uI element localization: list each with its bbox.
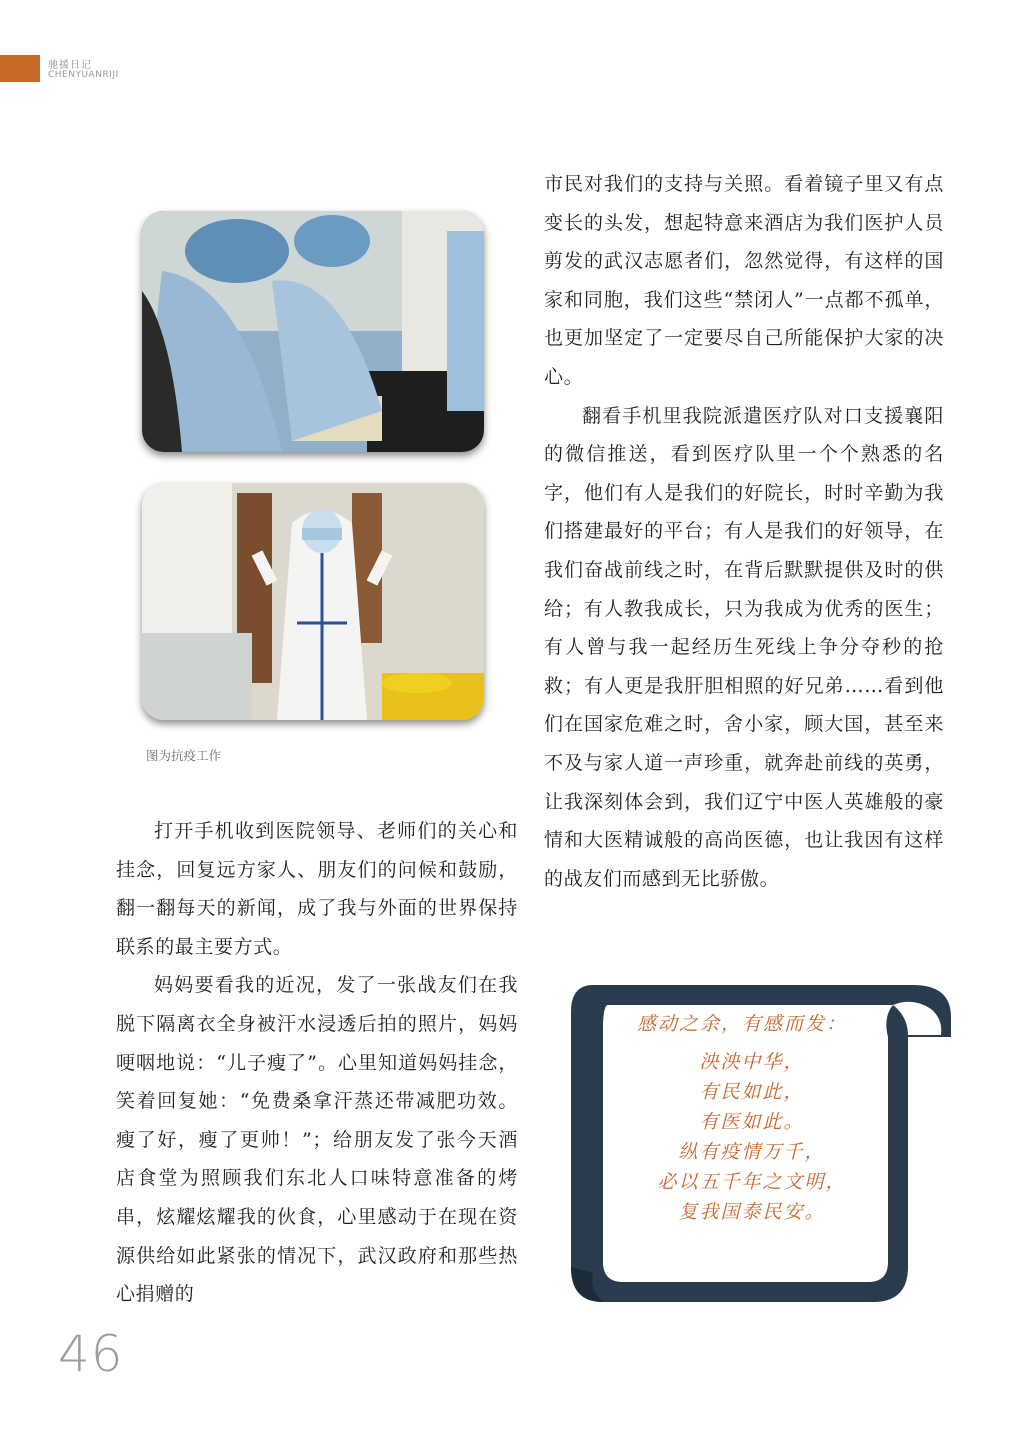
- paragraph: 翻看手机里我院派遣医疗队对口支援襄阳的微信推送，看到医疗队里一个个熟悉的名字，他们有人是我们的好院长，时时辛勤为我们搭建最好的平台；有人是我们的好领导，在我们奋战前线之时，在背后默默提供及时的供给；有人教我成长，只为我成为优秀的医生；有人曾与我一起经历生死线上争分夺秒的抢救；有人更是我肝胆相照的好兄弟……看到他们在国家危难之时，舍小家，顾大国，甚至来不及与家人道一声珍重，就奔赴前线的英勇，让我深刻体会到，我们辽宁中医人英雄般的豪情和大医精诚般的高尚医德，也让我因有这样的战友们而感到无比骄傲。: [544, 404, 944, 890]
- poem-text: [607, 1009, 897, 1227]
- poem-scroll: [563, 977, 951, 1307]
- section-subtitle: CHENYUANRIJI: [48, 70, 119, 80]
- photo-caption: 图为抗疫工作: [146, 748, 222, 763]
- header-accent-bar: [0, 55, 40, 82]
- article-body-right: [544, 165, 944, 898]
- poem-line: 纵有疫情万千，: [678, 1141, 826, 1163]
- poem-line: 复我国泰民安。: [678, 1201, 826, 1223]
- poem-heading: 感动之余，有感而发：: [637, 1013, 848, 1035]
- section-title: 驰援日记: [48, 60, 92, 71]
- photo-medical-staff-working: [142, 211, 484, 452]
- poem-line: 泱泱中华，: [699, 1051, 805, 1073]
- page-number: 46: [58, 1325, 124, 1383]
- article-body-left: [116, 812, 518, 1314]
- paragraph: 打开手机收到医院领导、老师们的关心和挂念，回复远方家人、朋友们的问候和鼓励，翻一翻每天的新闻，成了我与外面的世界保持联系的最主要方式。: [116, 820, 518, 958]
- photo-doctor-in-protective-suit: [142, 483, 484, 720]
- poem-line: 必以五千年之文明，: [657, 1171, 847, 1193]
- poem-line: 有民如此，: [699, 1081, 805, 1103]
- poem-line: 有医如此。: [699, 1111, 805, 1133]
- paragraph: 妈妈要看我的近况，发了一张战友们在我脱下隔离衣全身被汗水浸透后拍的照片，妈妈哽咽地说：“儿子瘦了”。心里知道妈妈挂念，笑着回复她：“免费桑拿汗蒸还带减肥功效。瘦了好，瘦了更帅！”；给朋友发了张今天酒店食堂为照顾我们东北人口味特意准备的烤串，炫耀炫耀我的伙食，心里感动于在现在资源供给如此紧张的情况下，武汉政府和那些热心捐赠的: [116, 974, 518, 1306]
- paragraph-continued: 市民对我们的支持与关照。看着镜子里又有点变长的头发，想起特意来酒店为我们医护人员剪发的武汉志愿者们，忽然觉得，有这样的国家和同胞，我们这些“禁闭人”一点都不孤单，也更加坚定了一定要尽自己所能保护大家的决心。: [544, 173, 944, 388]
